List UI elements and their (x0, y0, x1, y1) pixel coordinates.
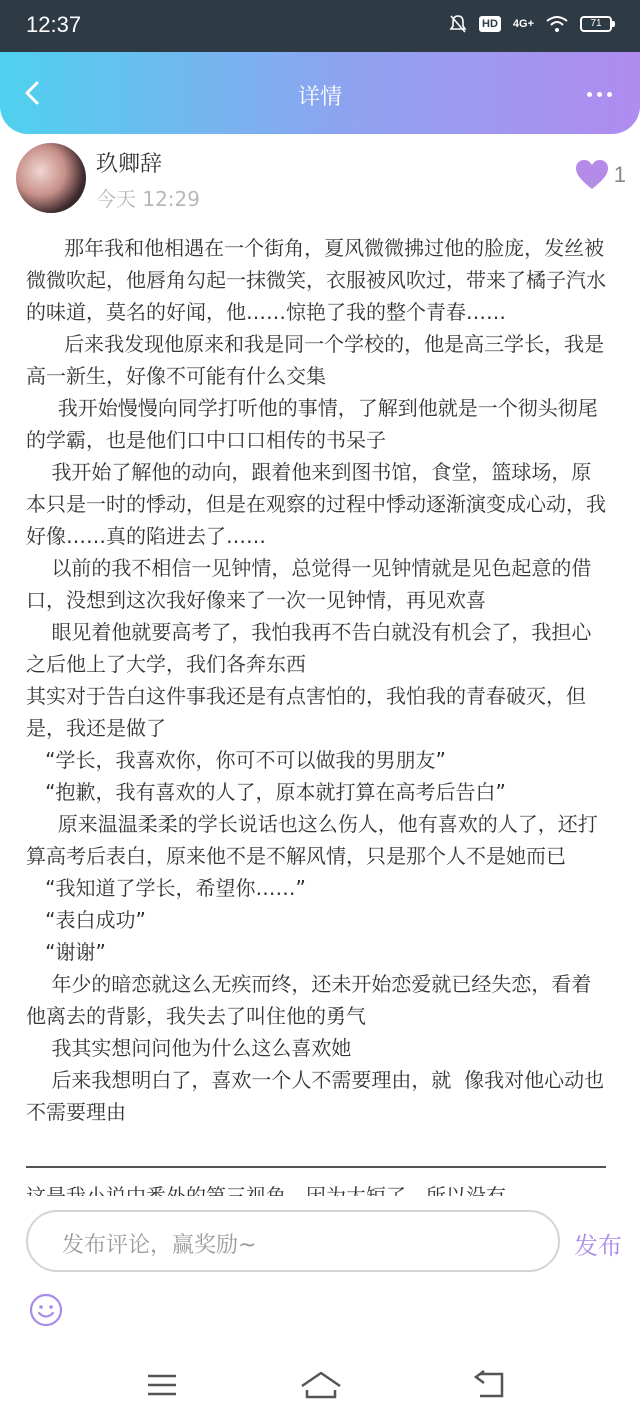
status-time: 12:37 (26, 12, 82, 37)
article-paragraph: 那年我和他相遇在一个街角，夏风微微拂过他的脸庞，发丝被微微吹起，他唇角勾起一抹微笑，衣服被风吹过，带来了橘子汽水的味道，莫名的好闻，他……惊艳了我的整个青春…… (26, 236, 606, 324)
article-paragraph: 原来温温柔柔的学长说话也这么伤人，他有喜欢的人了，还打算高考后表白，原来他不是不解风情，只是那个人不是她而已 (26, 812, 598, 868)
article-paragraph: “抱歉，我有喜欢的人了，原本就打算在高考后告白” (26, 780, 506, 804)
article-paragraph: 后来我想明白了，喜欢一个人不需要理由，就 像我对他心动也不需要理由 (26, 1068, 605, 1124)
publish-button[interactable]: 发布 (574, 1232, 622, 1260)
battery-icon: 71 (580, 16, 612, 32)
article-paragraph: 后来我发现他原来和我是同一个学校的，他是高三学长，我是高一新生，好像不可能有什么交集 (26, 332, 605, 388)
home-icon[interactable] (298, 1368, 344, 1402)
back-icon[interactable] (470, 1368, 510, 1402)
article-paragraph: 我开始慢慢向同学打听他的事情，了解到他就是一个彻头彻尾的学霸，也是他们口中口口相传的书呆子 (26, 396, 598, 452)
status-icons (449, 14, 612, 34)
article-paragraph: “表白成功” (26, 908, 146, 932)
like-count: 1 (613, 162, 626, 187)
article-paragraph: 眼见着他就要高考了，我怕我再不告白就没有机会了，我担心之后他上了大学，我们各奔东西 (26, 620, 592, 676)
comment-placeholder: 发布评论，赢奖励~ (62, 1233, 257, 1258)
app-header (0, 52, 640, 134)
article-paragraph: 我其实想问问他为什么这么喜欢她 (26, 1036, 352, 1060)
article-paragraph: 以前的我不相信一见钟情，总觉得一见钟情就是见色起意的借口，没想到这次我好像来了一次一见钟情，再见欢喜 (26, 556, 592, 612)
author-name[interactable]: 玖卿辞 (96, 152, 163, 177)
menu-icon[interactable] (142, 1368, 182, 1402)
article-paragraph: 其实对于告白这件事我还是有点害怕的，我怕我的青春破灭，但是，我还是做了 (26, 684, 586, 740)
heart-icon (574, 159, 610, 191)
more-dots-icon[interactable] (587, 92, 612, 97)
wifi-icon (546, 15, 568, 33)
like-button[interactable] (574, 159, 626, 191)
signal-icon: 4G+ (512, 18, 534, 30)
article-paragraph: 年少的暗恋就这么无疾而终，还未开始恋爱就已经失恋，看着他离去的背影，我失去了叫住他的勇气 (26, 972, 592, 1028)
article-paragraph: “我知道了学长，希望你……” (26, 876, 306, 900)
comment-input[interactable] (26, 1210, 560, 1272)
divider (26, 1166, 606, 1168)
article-paragraph: “学长，我喜欢你，你可不可以做我的男朋友” (26, 748, 446, 772)
status-bar (0, 0, 640, 52)
smiley-icon[interactable] (28, 1292, 64, 1328)
post-author (16, 143, 626, 215)
article-body (26, 232, 606, 1194)
article-paragraph: 我开始了解他的动向，跟着他来到图书馆，食堂，篮球场，原本只是一时的悸动，但是在观察的过程中悸动逐渐演变成心动，我好像……真的陷进去了…… (26, 460, 606, 548)
system-nav-bar (0, 1352, 640, 1422)
hd-icon: HD (479, 16, 501, 32)
page-title: 详情 (297, 85, 342, 110)
avatar[interactable] (16, 143, 86, 213)
mute-bell-icon (449, 14, 467, 34)
article-paragraph: “谢谢” (26, 940, 106, 964)
post-time: 今天 12:29 (96, 187, 200, 211)
